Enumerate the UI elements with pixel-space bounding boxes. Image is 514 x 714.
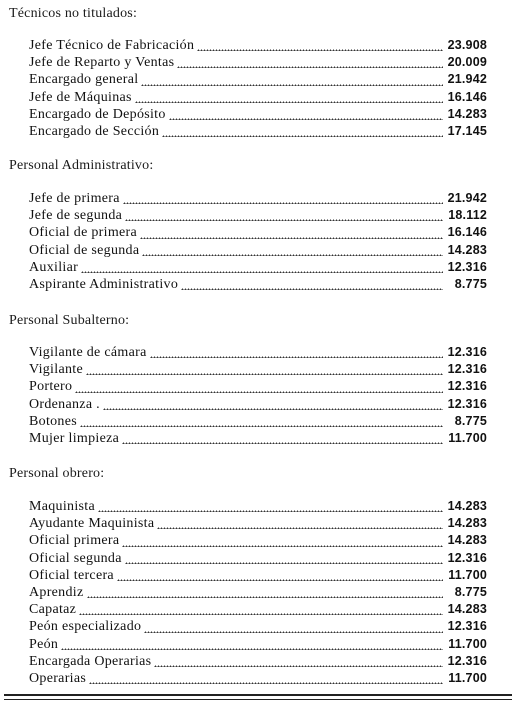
dot-leader — [150, 348, 443, 358]
list-item — [29, 361, 487, 378]
row-value: 17.145 — [447, 123, 487, 138]
list-item — [29, 71, 487, 88]
salary-list — [29, 498, 487, 687]
row-label: Mujer limpieza — [29, 430, 120, 446]
list-item — [29, 242, 487, 259]
row-label: Vigilante — [29, 362, 83, 378]
row-label: Oficial segunda — [29, 550, 122, 566]
row-label: Oficial tercera — [29, 567, 114, 583]
row-value: 14.283 — [447, 516, 487, 531]
list-item — [29, 498, 487, 515]
list-item — [29, 515, 487, 532]
salary-list — [29, 344, 487, 447]
row-value: 12.316 — [447, 345, 487, 359]
list-item — [29, 276, 487, 293]
row-label: Vigilante de cámara — [29, 345, 147, 360]
row-label: Peón especializado — [29, 619, 142, 635]
salary-list — [29, 37, 487, 140]
row-value: 12.316 — [447, 396, 487, 411]
list-item — [29, 670, 487, 687]
row-value: 16.146 — [447, 89, 487, 104]
dot-leader — [125, 554, 443, 564]
row-value: 12.316 — [447, 550, 487, 565]
dot-leader — [117, 571, 443, 581]
dot-leader — [181, 280, 443, 290]
row-value: 12.316 — [447, 653, 487, 668]
row-label: Jefe Técnico de Fabricación — [29, 38, 195, 53]
row-label: Encargado general — [29, 72, 139, 88]
row-value: 14.283 — [447, 602, 487, 617]
row-value: 21.942 — [447, 191, 487, 205]
row-label: Ayudante Maquinista — [29, 516, 155, 532]
row-label: Capataz — [29, 602, 77, 618]
dot-leader — [122, 434, 443, 444]
list-item — [29, 344, 487, 361]
section-heading: Técnicos no titulados: — [9, 6, 138, 21]
row-label: Encargado de Depósito — [29, 106, 166, 122]
dot-leader — [86, 365, 443, 375]
list-item — [29, 123, 487, 140]
dot-leader — [197, 41, 443, 51]
dot-leader — [157, 519, 443, 529]
list-item — [29, 190, 487, 207]
dot-leader — [140, 229, 443, 239]
row-label: Jefe de Máquinas — [29, 89, 132, 105]
list-item — [29, 54, 487, 71]
dot-leader — [75, 383, 443, 393]
row-label: Ordenanza . — [29, 396, 100, 412]
row-value: 8.775 — [454, 276, 487, 291]
row-label: Jefe de primera — [29, 191, 120, 206]
row-value: 8.775 — [454, 584, 487, 599]
dot-leader — [144, 623, 443, 633]
dot-leader — [103, 400, 443, 410]
row-label: Encargado de Sección — [29, 123, 160, 139]
row-label: Operarias — [29, 670, 87, 686]
dot-leader — [122, 537, 443, 547]
list-item — [29, 413, 487, 430]
dot-leader — [177, 58, 443, 68]
salary-list — [29, 190, 487, 293]
section-heading: Personal Administrativo: — [9, 158, 154, 173]
row-value: 16.146 — [447, 225, 487, 240]
dot-leader — [123, 194, 443, 204]
list-item — [29, 430, 487, 447]
dot-leader — [89, 674, 443, 684]
row-value: 12.316 — [447, 362, 487, 377]
list-item — [29, 106, 487, 123]
divider-rule-bottom — [4, 699, 512, 700]
row-label: Botones — [29, 413, 77, 429]
dot-leader — [98, 502, 443, 512]
row-value: 11.700 — [448, 430, 487, 445]
row-value: 12.316 — [447, 379, 487, 394]
dot-leader — [81, 263, 443, 273]
list-item — [29, 207, 487, 224]
row-value: 14.283 — [447, 242, 487, 257]
dot-leader — [169, 110, 443, 120]
row-value: 14.283 — [447, 499, 487, 513]
row-label: Jefe de Reparto y Ventas — [29, 55, 175, 71]
dot-leader — [61, 640, 443, 650]
row-label: Oficial de primera — [29, 225, 138, 241]
list-item — [29, 653, 487, 670]
dot-leader — [125, 211, 443, 221]
row-value: 12.316 — [447, 259, 487, 274]
dot-leader — [154, 657, 443, 667]
row-label: Oficial de segunda — [29, 242, 140, 258]
row-label: Oficial primera — [29, 533, 120, 549]
list-item — [29, 378, 487, 395]
list-item — [29, 601, 487, 618]
row-label: Aspirante Administrativo — [29, 276, 179, 292]
row-value: 12.316 — [447, 619, 487, 634]
dot-leader — [80, 417, 443, 427]
row-value: 20.009 — [447, 55, 487, 70]
list-item — [29, 550, 487, 567]
row-label: Auxiliar — [29, 259, 79, 275]
row-value: 18.112 — [448, 208, 487, 223]
dot-leader — [142, 246, 443, 256]
row-label: Portero — [29, 379, 73, 395]
dot-leader — [79, 605, 443, 615]
list-item — [29, 532, 487, 549]
row-label: Jefe de segunda — [29, 208, 123, 224]
row-value: 21.942 — [447, 72, 487, 87]
row-value: 11.700 — [448, 636, 487, 651]
list-item — [29, 636, 487, 653]
dot-leader — [162, 127, 443, 137]
dot-leader — [141, 76, 443, 86]
row-label: Encargada Operarias — [29, 653, 152, 669]
dot-leader — [135, 93, 443, 103]
list-item — [29, 618, 487, 635]
row-label: Maquinista — [29, 499, 95, 514]
list-item — [29, 396, 487, 413]
list-item — [29, 224, 487, 241]
row-label: Aprendiz — [29, 584, 84, 600]
list-item — [29, 584, 487, 601]
section-heading: Personal obrero: — [9, 466, 105, 481]
list-item — [29, 37, 487, 54]
list-item — [29, 89, 487, 106]
row-value: 11.700 — [448, 567, 487, 582]
divider-rule-top — [4, 694, 512, 696]
list-item — [29, 259, 487, 276]
row-value: 23.908 — [447, 38, 487, 52]
row-value: 14.283 — [447, 533, 487, 548]
row-label: Peón — [29, 636, 59, 652]
row-value: 8.775 — [454, 413, 487, 428]
row-value: 14.283 — [447, 106, 487, 121]
list-item — [29, 567, 487, 584]
row-value: 11.700 — [448, 670, 487, 685]
section-heading: Personal Subalterno: — [9, 313, 130, 328]
dot-leader — [87, 588, 444, 598]
